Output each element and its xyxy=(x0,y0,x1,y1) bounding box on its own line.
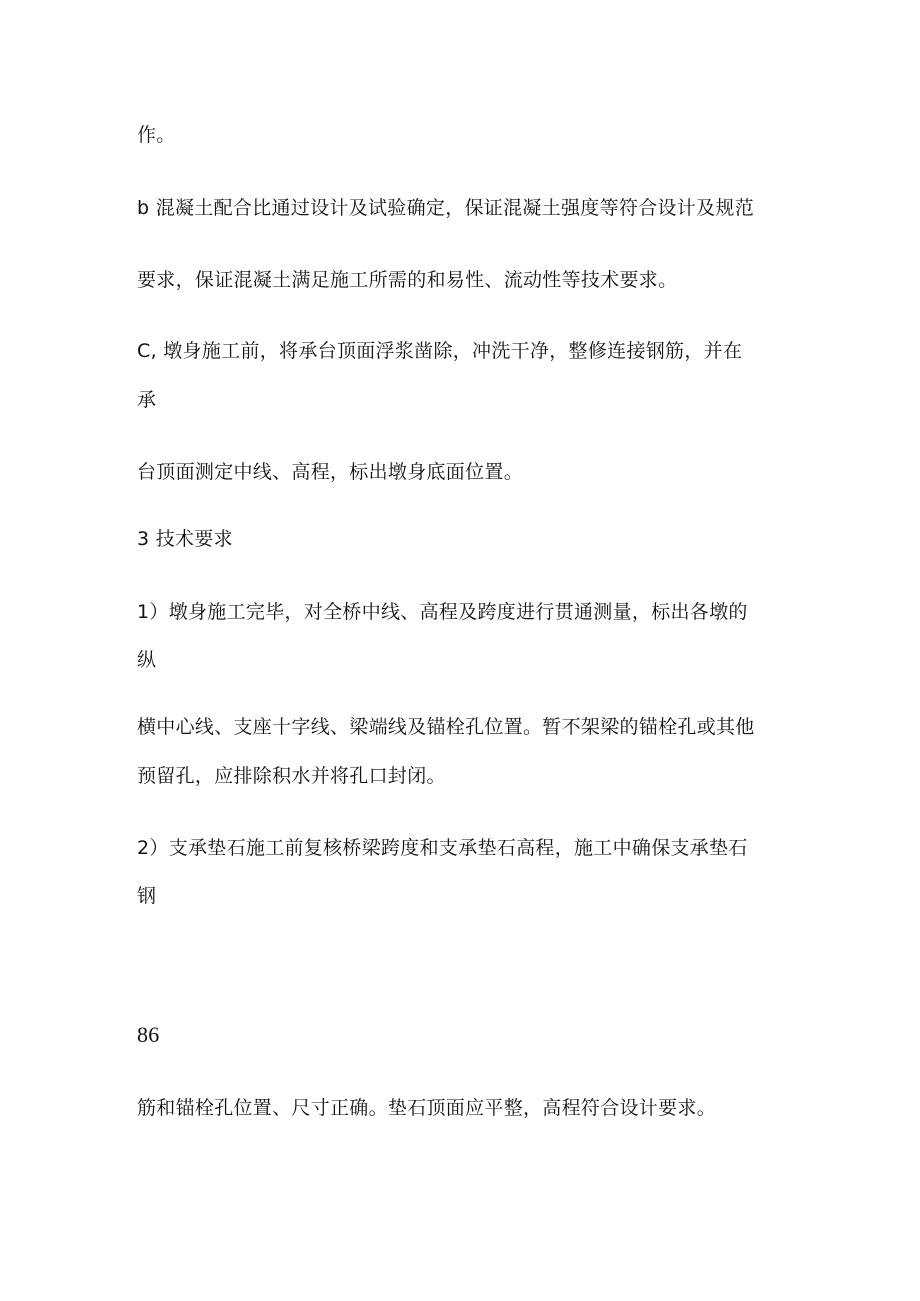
text-line-5: 承 xyxy=(137,389,157,411)
section-heading: 3 技术要求 xyxy=(137,528,233,550)
text-line-9: 纵 xyxy=(137,649,157,671)
text-line-6: 台顶面测定中线、高程，标出墩身底面位置。 xyxy=(137,461,524,483)
text-line-4: C, 墩身施工前，将承台顶面浮浆凿除，冲洗干净，整修连接钢筋，并在 xyxy=(137,340,743,362)
text-line-1: 作。 xyxy=(137,124,176,146)
text-line-8: 1）墩身施工完毕，对全桥中线、高程及跨度进行贯通测量，标出各墩的 xyxy=(137,601,748,623)
text-line-3: 要求，保证混凝土满足施工所需的和易性、流动性等技术要求。 xyxy=(137,269,678,291)
text-line-10: 横中心线、支座十字线、梁端线及锚栓孔位置。暂不架梁的锚栓孔或其他 xyxy=(137,716,755,738)
text-line-11: 预留孔，应排除积水并将孔口封闭。 xyxy=(137,765,446,787)
text-line-14: 筋和锚栓孔位置、尺寸正确。垫石顶面应平整，高程符合设计要求。 xyxy=(137,1097,717,1119)
text-line-13: 钢 xyxy=(137,885,157,907)
text-line-12: 2）支承垫石施工前复核桥梁跨度和支承垫石高程，施工中确保支承垫石 xyxy=(137,837,748,859)
text-line-2: b 混凝土配合比通过设计及试验确定，保证混凝土强度等符合设计及规范 xyxy=(137,197,755,219)
page-number: 86 xyxy=(137,1022,160,1047)
